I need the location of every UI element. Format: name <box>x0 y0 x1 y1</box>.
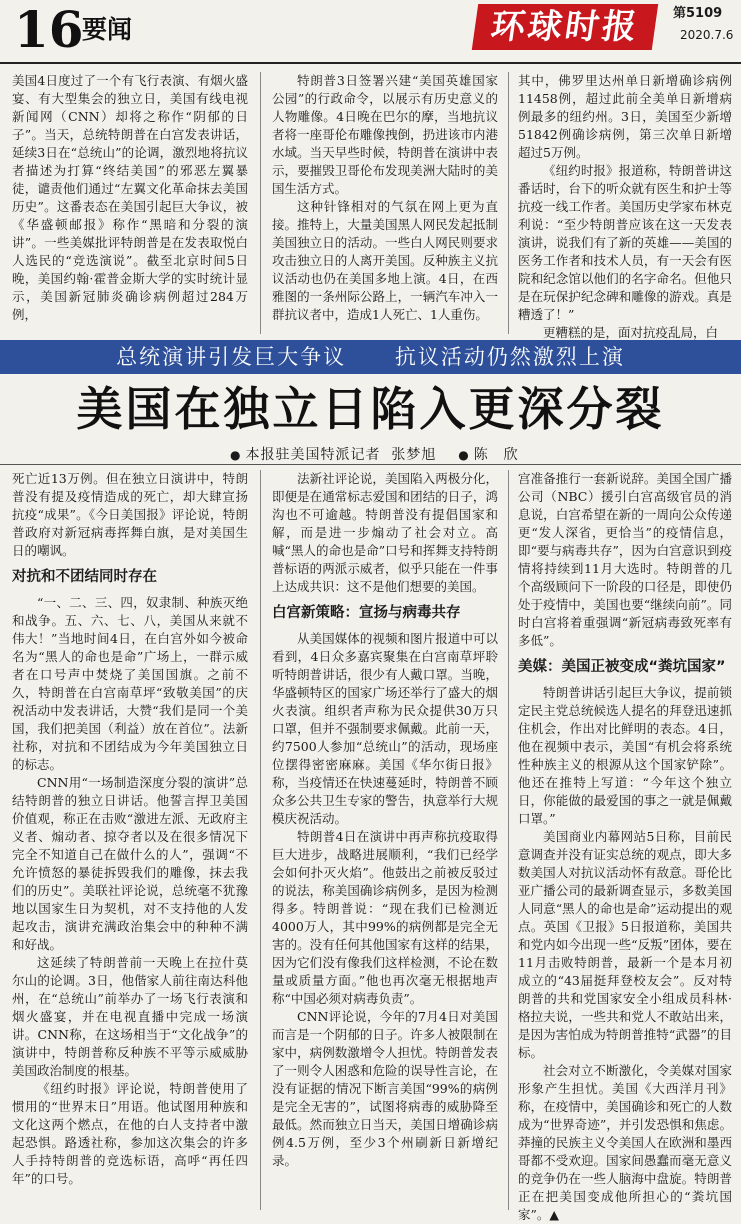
column-divider <box>260 470 261 1210</box>
article-paragraph: 死亡近13万例。但在独立日演讲中，特朗普没有提及疫情造成的死亡，却大肆宣扬抗疫“成果”。《今日美国报》评论说，特朗普政府对新冠病毒挥舞白旗，是对美国生日的嘲讽。 <box>12 471 248 558</box>
article-paragraph: 特朗普3日签署兴建“美国英雄国家公园”的行政命令，以展示有历史意义的人物雕像。4日晚在巴尔的摩，当地抗议者将一座哥伦布雕像拽倒，扔进该市内港水域。当天早些时候，特朗普在演讲中表示，要摧毁卫哥伦布发现美洲大陆时的美国生活方式。 <box>272 73 498 196</box>
article-paragraph: 美国商业内幕网站5日称，目前民意调查并没有证实总统的观点，即大多数美国人对抗议活动怀有敌意。哥伦比亚广播公司的最新调查显示，多数美国人同意“黑人的命也是命”运动提出的观点。英国《卫报》5日报道称，美国共和党内如今出现一些“反叛”团体，要在11月击败特朗普，最新一个是本月初成立的“43届挺拜登校友会”。反对特朗普的共和党国家安全小组成员科林·格拉夫说，一些共和党人不敢站出来，是因为害怕成为特朗普推特“武器”的目标。 <box>518 829 732 1060</box>
top-column-1 <box>12 72 248 334</box>
article-paragraph: 更糟糕的是，面对抗疫乱局，白 <box>543 325 719 340</box>
column-divider <box>260 72 261 334</box>
section-subhead: 白宫新策略：宣扬与病毒共存 <box>272 605 461 621</box>
article-paragraph: 《纽约时报》评论说，特朗普使用了惯用的“世界末日”用语。他试图用种族和文化这两个燃点，在他的白人支持者中激起恐惧。路透社称，参加这次集会的许多人手持特朗普的竞选标语，高呼“再任四年”的口号。 <box>12 1081 248 1186</box>
article-paragraph: 特朗普讲话引起巨大争议，提前锁定民主党总统候选人提名的拜登迅速抓住机会，作出对比鲜明的表态。4日，他在视频中表示，美国“有机会将系统性种族主义的根源从这个国家铲除”。他还在推特上写道：“今年这个独立日，你能做的最爱国的事之一就是佩戴口罩。” <box>518 685 732 826</box>
issue-date: 2020.7.6 <box>680 28 734 42</box>
page-number: 16 <box>14 0 84 59</box>
masthead-logo: 环球时报 <box>472 4 658 50</box>
column-divider <box>508 470 509 1210</box>
bullet-icon: ● <box>230 448 242 462</box>
subheadline-right: 抗议活动仍然激烈上演 <box>394 345 625 369</box>
article-paragraph: 这种针锋相对的气氛在网上更为直接。推特上，大量美国黑人网民发起抵制美国独立日的活动。一些白人网民则要求攻击独立日的人离开美国。反种族主义抗议活动也仍在美国多地上演。4日，在西雅图的一条州际公路上，一辆汽车冲入一群抗议者中，造成1人死亡、1人重伤。 <box>272 199 498 322</box>
section-label: 要闻 <box>82 15 133 44</box>
bottom-column-1 <box>12 470 248 1210</box>
reporter-name: 张梦旭 <box>391 447 437 463</box>
article-paragraph: 这延续了特朗普前一天晚上在拉什莫尔山的论调。3日，他偕家人前往南达科他州，在“总统山”前举办了一场飞行表演和烟火盛宴，并在电视直播中完成一场演讲。CNN称，在这场相当于“文化战争”的演讲中，特朗普称反种族不平等示威威胁美国政治制度的根基。 <box>12 955 248 1078</box>
article-paragraph: 社会对立不断激化，令美媒对国家形象产生担忧。美国《大西洋月刊》称，在疫情中，美国确诊和死亡的人数成为“世界奇迹”，并引发恐惧和焦虑。莽撞的民族主义令美国人在欧洲和墨西哥都不受欢迎。国家间愚蠢而毫无意义的竞争仍在一些人脑海中盘旋。特朗普正在把美国变成他所担心的“粪坑国家”。▲ <box>518 1063 732 1222</box>
column-divider <box>508 72 509 334</box>
byline <box>230 444 519 464</box>
article-paragraph: 法新社评论说，美国陷入两极分化，即便是在通常标志爱国和团结的日子，鸿沟也不可逾越。特朗普没有提倡国家和解，而是进一步煽动了社会对立。高喊“黑人的命也是命”口号和挥舞支持特朗普标语的两派示威者，似乎只能在一件事上达成共识：这不是他们想要的美国。 <box>272 471 498 594</box>
bottom-column-2 <box>272 470 498 1210</box>
article-paragraph: 其中，佛罗里达州单日新增确诊病例11458例，超过此前全美单日新增病例最多的纽约州。3日，美国至少新增51842例确诊病例，第三次单日新增超过5万例。 <box>518 73 732 160</box>
bottom-column-3 <box>518 470 732 1222</box>
section-subhead: 美媒：美国正被变成“粪坑国家” <box>518 659 726 675</box>
article-paragraph: 从美国媒体的视频和图片报道中可以看到，4日众多嘉宾聚集在白宫南草坪聆听特朗普讲话，很少有人戴口罩。当晚，华盛顿特区的国家广场还举行了盛大的烟火表演。组织者声称为民众提供30万只口罩，但并不强制要求佩戴。此前一天，约7500人参加“总统山”的活动，现场座位摆得密密麻麻。美国《华尔街日报》称，当疫情还在快速蔓延时，特朗普不顾众多公共卫生专家的警告，执意举行大规模庆祝活动。 <box>272 631 498 826</box>
header-rule <box>0 62 741 64</box>
subheadline-left: 总统演讲引发巨大争议 <box>116 345 347 369</box>
top-column-2 <box>272 72 498 334</box>
page-header <box>0 0 741 72</box>
byline-text: 本报驻美国特派记者 <box>245 447 381 463</box>
reporter-name: 陈 欣 <box>473 447 519 463</box>
issue-number: 第5109 <box>673 6 723 21</box>
section-subhead: 对抗和不团结同时存在 <box>12 569 157 585</box>
main-headline: 美国在独立日陷入更深分裂 <box>76 382 665 436</box>
bullet-icon: ● <box>458 448 470 462</box>
article-paragraph: CNN用“一场制造深度分裂的演讲”总结特朗普的独立日讲话。他誓言捍卫美国价值观，称正在击败“激进左派、无政府主义者、煽动者、掠夺者以及在很多情况下完全不知道自己在做什么的人”，强调“不允许愤怒的暴徒拆毁我们的雕像，抹去我们的历史”。美联社评论说，总统毫不犹豫地以国家生日为契机，对不支持他的人发起攻击，演讲充满政治集会中的种种不满和好战。 <box>12 775 248 952</box>
byline-rule <box>0 464 741 465</box>
article-paragraph: 美国4日度过了一个有飞行表演、有烟火盛宴、有大型集会的独立日，美国有线电视新闻网（CNN）却将之称作“阴郁的日子”。当天，总统特朗普在白宫发表讲话，延续3日在“总统山”的论调，激烈地将抗议者描述为打算“终结美国”的邪恶左翼暴徒，谴责他们通过“左翼文化革命抹去美国历史”。这番表态在美国引起巨大争议，被《华盛顿邮报》称作“黑暗和分裂的演讲”。一些美媒批评特朗普是在发表取悦白人选民的“竞选演说”。截至北京时间5日晚，美国约翰·霍普金斯大学的实时统计显示，美国新冠肺炎确诊病例超过284万例， <box>12 73 248 322</box>
article-paragraph: 特朗普4日在演讲中再声称抗疫取得巨大进步，战略进展顺利，“我们已经学会如何扑灭火焰”。他鼓出之前被反驳过的说法，称美国确诊病例多，是因为检测得多。特朗普说：“现在我们已检测近4000万人，其中99%的病例都是完全无害的。没有任何其他国家有这样的结果，因为它们没有像我们这样检测，不论在数量或质量方面。”他也再次毫无根据地声称“中国必须对病毒负责”。 <box>272 829 498 1006</box>
article-paragraph: 《纽约时报》报道称，特朗普讲这番话时，台下的听众就有医生和护士等抗疫一线工作者。美国历史学家布林克利说：“至少特朗普应该在这一天发表演讲，说我们有了新的英雄——美国的医务工作者和技术人员，有一天会有医院和纪念馆以他们的名字命名。但他只是在玩保护纪念碑和雕像的游戏。真是糟透了！” <box>518 163 732 322</box>
article-paragraph: “一、二、三、四，奴隶制、种族灭绝和战争。五、六、七、八，美国从来就不伟大！”当地时间4日，在白宫外如今被命名为“黑人的命也是命”广场上，一群示威者在口号声中焚烧了美国国旗。之前不久，特朗普在白宫南草坪“致敬美国”的庆祝活动中发表讲话，大赞“我们是同一个美国，我们把美国（利益）放在首位”。法新社称，对抗和不团结成为今年美国独立日的标志。 <box>12 595 248 772</box>
article-paragraph: CNN评论说，今年的7月4日对美国而言是一个阴郁的日子。许多人被限制在家中，病例数激增令人担忧。特朗普发表了一则令人困惑和危险的误导性言论，在没有证据的情况下断言美国“99%的病例是完全无害的”，试图将病毒的威胁降至最低。然而独立日当天，美国日增确诊病例4.5万例，至少3个州刷新日新增纪录。 <box>272 1009 498 1168</box>
subheadline-band <box>0 340 741 374</box>
article-paragraph: 宫准备推行一套新说辞。美国全国广播公司（NBC）援引白宫高级官员的消息说，白宫希望在新的一周向公众传递更“发人深省，更恰当”的疫情信息，即“要与病毒共存”，因为白宫意识到疫情将持续到11月大选时。特朗普的几个高级顾问下一阶段的口径是，即使仍处于疫情中，美国也要“继续向前”。同时白宫将着重强调“新冠病毒致死率有多低”。 <box>518 471 732 648</box>
top-column-3 <box>518 72 732 340</box>
